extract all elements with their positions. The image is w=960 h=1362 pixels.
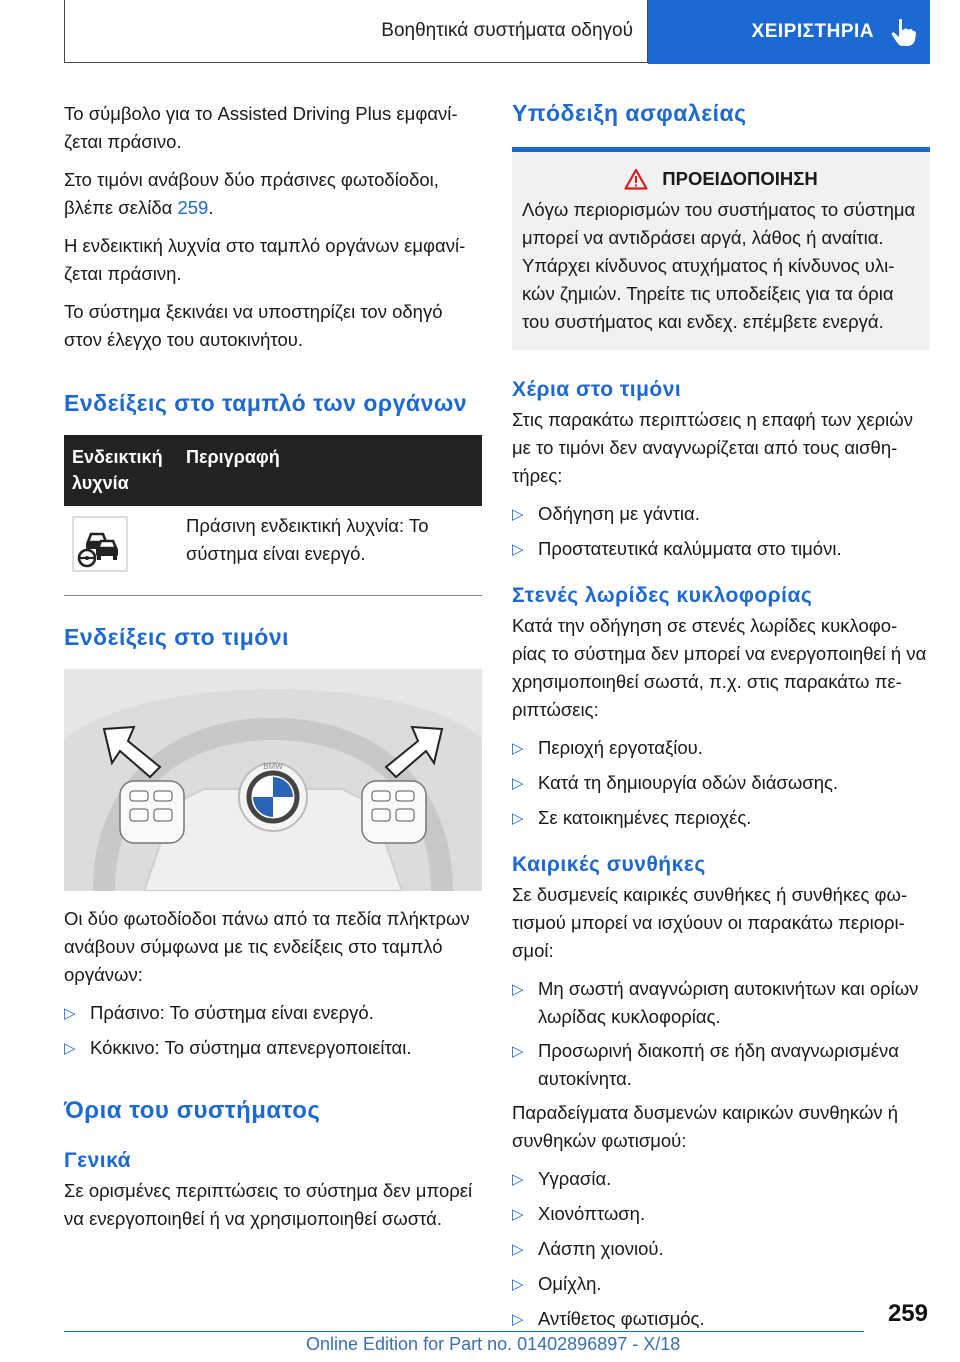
paragraph: Οι δύο φωτοδίοδοι πάνω από τα πεδία πλήκτρων ανάβουν σύμφωνα με τις ενδείξεις στο ταμπλό οργάνων: bbox=[64, 908, 470, 985]
paragraph: Το σύμβολο για το Assisted Driving Plus εμφανί‐ζεται πράσινο. bbox=[64, 103, 458, 152]
triangle-bullet-icon: ▷ bbox=[64, 1005, 76, 1022]
hand-pointer-icon bbox=[890, 17, 918, 47]
page-header bbox=[64, 0, 930, 64]
list-item-text: Σε κατοικημένες περιοχές. bbox=[538, 807, 752, 828]
list-item bbox=[512, 1165, 930, 1194]
table-col-description: Περιγραφή bbox=[186, 447, 280, 467]
list-item bbox=[512, 535, 930, 564]
list-item-text: Αντίθετος φωτισμός. bbox=[538, 1308, 705, 1329]
heading-wheel-indicators: Ενδείξεις στο τιμόνι bbox=[64, 624, 290, 650]
heading-safety-note: Υπόδειξη ασφαλείας bbox=[512, 100, 747, 126]
footer-edition: Online Edition for Part no. 01402896897 - X/18 bbox=[306, 1334, 681, 1354]
triangle-bullet-icon: ▷ bbox=[512, 1311, 524, 1328]
triangle-bullet-icon: ▷ bbox=[512, 740, 524, 757]
list-item bbox=[512, 1270, 930, 1299]
right-column bbox=[512, 100, 930, 1340]
heading-general: Γενικά bbox=[64, 1149, 132, 1172]
list-item-text: Προσωρινή διακοπή σε ήδη αναγνωρισμένα αυτοκίνητα. bbox=[538, 1040, 900, 1089]
table-col-indicator: Ενδεικτική λυχνία bbox=[72, 447, 163, 493]
steering-wheel-illustration bbox=[64, 669, 482, 891]
warning-title-row bbox=[522, 168, 920, 190]
triangle-bullet-icon: ▷ bbox=[512, 1276, 524, 1293]
list-item-text: Μη σωστή αναγνώριση αυτοκινήτων και ορίων λωρίδας κυκλοφορίας. bbox=[538, 978, 919, 1027]
list-item-text: Χιονόπτωση. bbox=[538, 1203, 646, 1224]
list-item bbox=[512, 1235, 930, 1264]
list-item bbox=[64, 999, 482, 1028]
wheel-logo-text: BMW bbox=[263, 762, 283, 771]
paragraph: Σε δυσμενείς καιρικές συνθήκες ή συνθήκες φω‐τισμού μπορεί να ισχύουν οι παρακάτω περιορι‐σμοί: bbox=[512, 884, 908, 961]
list-item bbox=[64, 1034, 482, 1063]
chapter-tab-label: ΧΕΙΡΙΣΤΗΡΙΑ bbox=[751, 21, 874, 42]
heading-system-limits: Όρια του συστήματος bbox=[64, 1097, 321, 1124]
list-item bbox=[512, 804, 930, 833]
list-item-text: Περιοχή εργοταξίου. bbox=[538, 737, 703, 758]
heading-hands-on-wheel: Χέρια στο τιμόνι bbox=[512, 378, 682, 401]
paragraph-text: Στο τιμόνι ανάβουν δύο πράσινες φωτοδίοδοι, βλέπε σελίδα bbox=[64, 169, 439, 218]
triangle-bullet-icon: ▷ bbox=[512, 1043, 524, 1060]
triangle-bullet-icon: ▷ bbox=[512, 981, 524, 998]
page-link[interactable]: 259 bbox=[177, 197, 209, 218]
warning-triangle-icon bbox=[624, 168, 648, 190]
table-row bbox=[64, 506, 482, 596]
left-column bbox=[64, 100, 482, 1243]
list-item bbox=[512, 975, 930, 1031]
list-item-text: Κατά τη δημιουργία οδών διάσωσης. bbox=[538, 772, 839, 793]
paragraph: Παραδείγματα δυσμενών καιρικών συνθηκών ή συνθηκών φωτισμού: bbox=[512, 1102, 899, 1151]
warning-box bbox=[512, 152, 930, 350]
triangle-bullet-icon: ▷ bbox=[512, 1171, 524, 1188]
triangle-bullet-icon: ▷ bbox=[512, 775, 524, 792]
heading-weather: Καιρικές συνθήκες bbox=[512, 853, 706, 876]
footer-rule bbox=[64, 1331, 864, 1332]
triangle-bullet-icon: ▷ bbox=[512, 541, 524, 558]
warning-title: ΠΡΟΕΙΔΟΠΟΙΗΣΗ bbox=[662, 168, 818, 189]
table-cell-description: Πράσινη ενδεικτική λυχνία: Το σύστημα είναι ενεργό. bbox=[186, 515, 429, 564]
paragraph: Στις παρακάτω περιπτώσεις η επαφή των χεριών με το τιμόνι δεν αναγνωρίζεται από τους αισθη‐τήρες: bbox=[512, 409, 913, 486]
triangle-bullet-icon: ▷ bbox=[512, 1206, 524, 1223]
triangle-bullet-icon: ▷ bbox=[512, 1241, 524, 1258]
warning-text: Λόγω περιορισμών του συστήματος το σύστημα μπορεί να αντιδράσει αργά, λάθος ή αναίτια. Υπάρχει κίνδυνος ατυχήματος ή κίνδυνος υλι‐κών ζημιών. Τηρείτε τις υποδείξεις για τα όρια του συστήματος και ενδεχ. επέμβετε ενεργά. bbox=[522, 199, 916, 332]
paragraph: Σε ορισμένες περιπτώσεις το σύστημα δεν μπορεί να ενεργοποιηθεί ή να χρησιμοποιηθεί σωστά. bbox=[64, 1180, 473, 1229]
list-item-text: Οδήγηση με γάντια. bbox=[538, 503, 700, 524]
paragraph-with-link bbox=[64, 166, 482, 222]
triangle-bullet-icon: ▷ bbox=[64, 1040, 76, 1057]
triangle-bullet-icon: ▷ bbox=[512, 506, 524, 523]
table-header bbox=[64, 435, 482, 506]
list-item bbox=[512, 1037, 930, 1093]
list-item-text: Ομίχλη. bbox=[538, 1273, 602, 1294]
paragraph: Κατά την οδήγηση σε στενές λωρίδες κυκλοφο‐ρίας το σύστημα δεν μπορεί να ενεργοποιηθεί ή να χρησιμοποιηθεί σωστά, π.χ. στις παρακάτω πε‐ριπτώσεις: bbox=[512, 615, 927, 720]
list-item bbox=[512, 500, 930, 529]
page-number: 259 bbox=[887, 1300, 928, 1327]
assisted-driving-icon bbox=[64, 512, 186, 577]
list-item-text: Κόκκινο: Το σύστημα απενεργοποιείται. bbox=[90, 1037, 412, 1058]
list-item bbox=[512, 1200, 930, 1229]
list-item bbox=[512, 734, 930, 763]
list-item-text: Πράσινο: Το σύστημα είναι ενεργό. bbox=[90, 1002, 374, 1023]
list-item-text: Προστατευτικά καλύμματα στο τιμόνι. bbox=[538, 538, 842, 559]
paragraph-end: . bbox=[208, 197, 214, 218]
chapter-tab[interactable] bbox=[648, 0, 930, 64]
section-title: Βοηθητικά συστήματα οδηγού bbox=[64, 0, 648, 63]
paragraph: Η ενδεικτική λυχνία στο ταμπλό οργάνων εμφανί‐ζεται πράσινη. bbox=[64, 235, 466, 284]
heading-narrow-lanes: Στενές λωρίδες κυκλοφορίας bbox=[512, 584, 813, 607]
paragraph: Το σύστημα ξεκινάει να υποστηρίζει τον οδηγό στον έλεγχο του αυτοκινήτου. bbox=[64, 301, 443, 350]
list-item bbox=[512, 1305, 930, 1334]
triangle-bullet-icon: ▷ bbox=[512, 810, 524, 827]
list-item-text: Λάσπη χιονιού. bbox=[538, 1238, 664, 1259]
heading-instrument-indicators: Ενδείξεις στο ταμπλό των οργάνων bbox=[64, 390, 468, 416]
list-item bbox=[512, 769, 930, 798]
list-item-text: Υγρασία. bbox=[538, 1168, 612, 1189]
